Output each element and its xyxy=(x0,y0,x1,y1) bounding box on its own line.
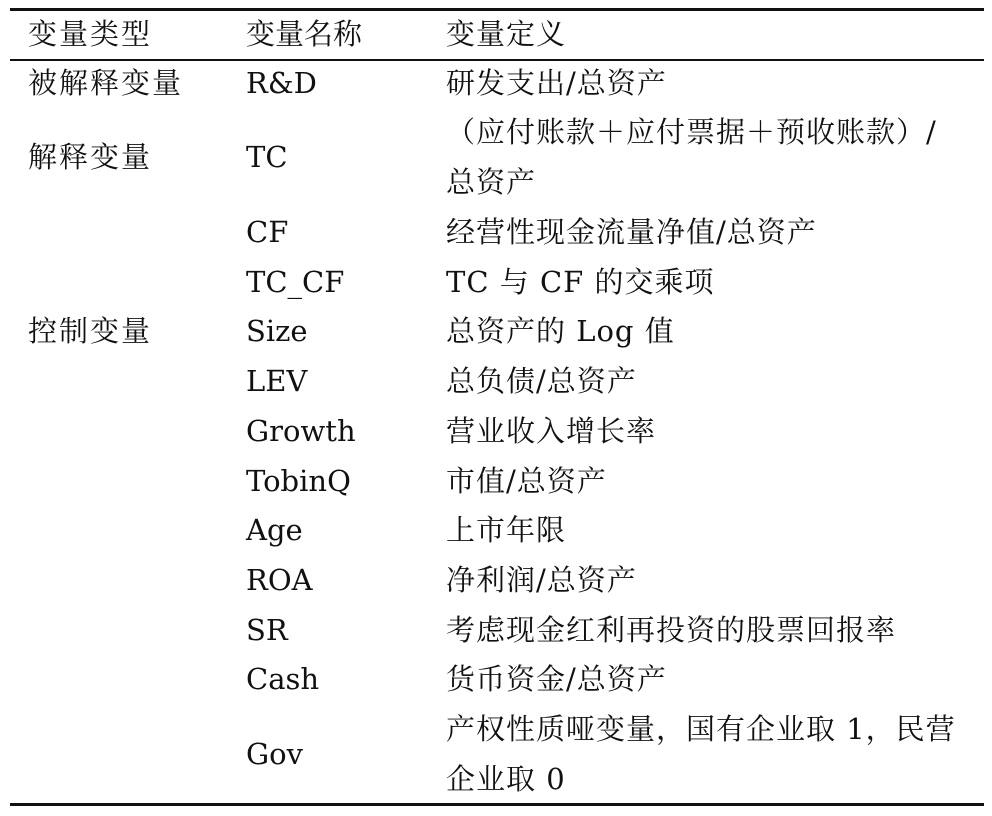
row-definition: 考虑现金红利再投资的股票回报率 xyxy=(446,613,897,647)
row-definition-line1: （应付账款＋应付票据＋预收账款）/ xyxy=(446,115,937,149)
row-definition: 营业收入增长率 xyxy=(446,414,657,448)
row-name: Gov xyxy=(246,737,304,771)
row-name: TobinQ xyxy=(246,464,351,498)
row-type: 被解释变量 xyxy=(28,66,184,100)
row-definition: 总资产的 Log 值 xyxy=(446,314,675,348)
row-type: 控制变量 xyxy=(28,314,153,348)
row-definition-line2: 总资产 xyxy=(446,165,537,199)
row-name: TC_CF xyxy=(246,265,345,299)
table-header-rule xyxy=(10,59,984,61)
row-name: ROA xyxy=(246,563,313,597)
header-name: 变量名称 xyxy=(246,17,363,51)
row-name: TC xyxy=(246,140,288,174)
table-top-rule xyxy=(10,8,984,11)
header-definition: 变量定义 xyxy=(446,17,567,51)
row-definition: 研发支出/总资产 xyxy=(446,66,667,100)
row-name: LEV xyxy=(246,364,308,398)
row-name: SR xyxy=(246,613,288,647)
table-bottom-rule xyxy=(10,803,984,806)
row-name: Growth xyxy=(246,414,356,448)
row-definition: 总负债/总资产 xyxy=(446,364,637,398)
row-definition-line2: 企业取 0 xyxy=(446,762,566,796)
row-definition-line1: 产权性质哑变量，国有企业取 1，民营 xyxy=(446,712,956,746)
header-type: 变量类型 xyxy=(28,17,153,51)
row-definition: 净利润/总资产 xyxy=(446,563,637,597)
row-name: R&D xyxy=(246,66,317,100)
row-name: Age xyxy=(246,513,303,547)
row-definition: 货币资金/总资产 xyxy=(446,662,667,696)
row-name: Cash xyxy=(246,662,320,696)
row-definition: 经营性现金流量净值/总资产 xyxy=(446,215,817,249)
row-name: CF xyxy=(246,215,289,249)
row-definition: 市值/总资产 xyxy=(446,464,607,498)
row-type: 解释变量 xyxy=(28,140,153,174)
row-definition: TC 与 CF 的交乘项 xyxy=(446,265,715,299)
row-name: Size xyxy=(246,314,308,348)
row-definition: 上市年限 xyxy=(446,513,567,547)
